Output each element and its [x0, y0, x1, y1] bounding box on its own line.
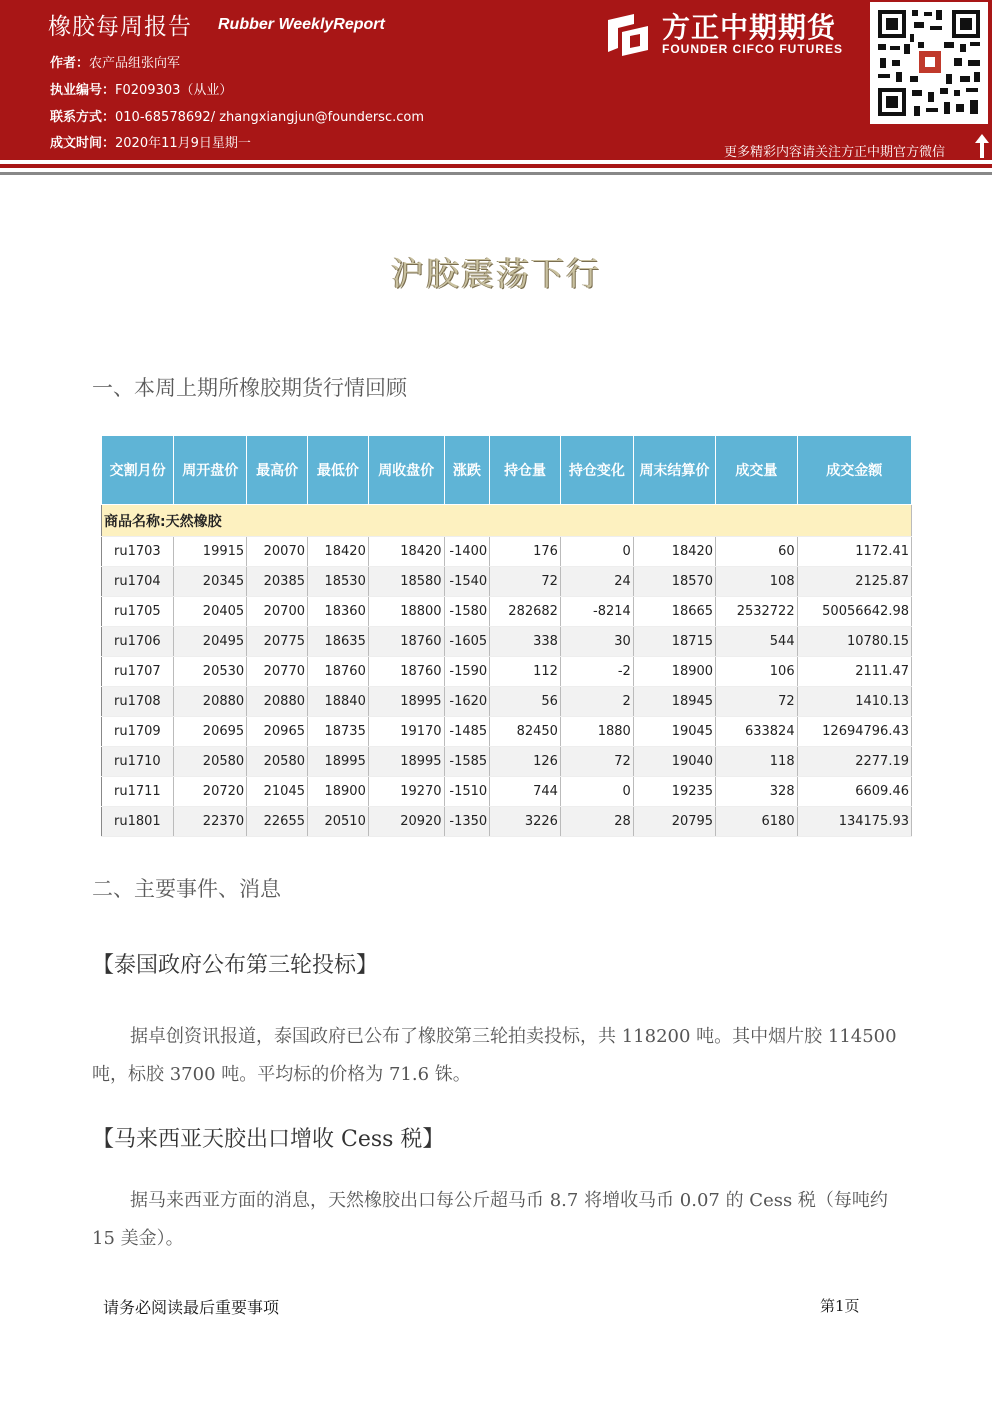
- table-cell: 82450: [490, 717, 561, 747]
- table-cell: 18360: [308, 597, 369, 627]
- table-row: [102, 777, 912, 807]
- table-cell: 282682: [490, 597, 561, 627]
- table-cell: 20795: [633, 807, 715, 837]
- table-cell: -1605: [444, 627, 490, 657]
- contract-cell: ru1711: [102, 777, 174, 807]
- table-cell: -1590: [444, 657, 490, 687]
- table-cell: 20530: [174, 657, 247, 687]
- table-cell: 20580: [174, 747, 247, 777]
- report-title: 沪胶震荡下行: [391, 254, 601, 293]
- table-cell: 2125.87: [797, 567, 911, 597]
- table-cell: -1400: [444, 537, 490, 567]
- contract-cell: ru1705: [102, 597, 174, 627]
- table-cell: 18715: [633, 627, 715, 657]
- contract-cell: ru1801: [102, 807, 174, 837]
- col-header: 周末结算价: [633, 436, 715, 505]
- table-cell: 19040: [633, 747, 715, 777]
- table-cell: -1620: [444, 687, 490, 717]
- contract-cell: ru1704: [102, 567, 174, 597]
- table-cell: 18420: [308, 537, 369, 567]
- col-header: 交割月份: [102, 436, 174, 505]
- contract-cell: ru1707: [102, 657, 174, 687]
- table-cell: 56: [490, 687, 561, 717]
- author-line: [50, 52, 180, 71]
- table-cell: -8214: [560, 597, 633, 627]
- table-cell: 108: [716, 567, 798, 597]
- table-cell: 20695: [174, 717, 247, 747]
- table-cell: 1410.13: [797, 687, 911, 717]
- contact-label: 联系方式：: [50, 110, 116, 125]
- report-series-title-en: Rubber WeeklyReport: [218, 16, 385, 33]
- table-cell: 30: [560, 627, 633, 657]
- table-cell: 633824: [716, 717, 798, 747]
- contract-cell: ru1706: [102, 627, 174, 657]
- table-header-row: [102, 436, 912, 505]
- table-cell: 338: [490, 627, 561, 657]
- table-cell: 20880: [174, 687, 247, 717]
- header-rule-secondary: [0, 172, 992, 175]
- table-row: [102, 567, 912, 597]
- table-cell: 72: [716, 687, 798, 717]
- table-cell: 22370: [174, 807, 247, 837]
- table-cell: 20880: [247, 687, 308, 717]
- table-cell: 10780.15: [797, 627, 911, 657]
- table-cell: 20700: [247, 597, 308, 627]
- table-cell: 106: [716, 657, 798, 687]
- table-cell: 18635: [308, 627, 369, 657]
- date-label: 成文时间：: [50, 136, 116, 151]
- col-header: 最低价: [308, 436, 369, 505]
- table-cell: 18945: [633, 687, 715, 717]
- table-cell: 134175.93: [797, 807, 911, 837]
- col-header: 持仓量: [490, 436, 561, 505]
- col-header: 周收盘价: [368, 436, 444, 505]
- table-cell: 18900: [633, 657, 715, 687]
- table-row: [102, 657, 912, 687]
- table-cell: 0: [560, 537, 633, 567]
- table-cell: -1510: [444, 777, 490, 807]
- contact-line: [50, 106, 424, 125]
- table-cell: 19045: [633, 717, 715, 747]
- table-cell: 18840: [308, 687, 369, 717]
- section-heading-market-review: 一、本周上期所橡胶期货行情回顾: [92, 376, 407, 400]
- table-cell: 18900: [308, 777, 369, 807]
- table-cell: 0: [560, 777, 633, 807]
- col-header: 成交量: [716, 436, 798, 505]
- header-rule: [0, 164, 992, 168]
- col-header: 周开盘价: [174, 436, 247, 505]
- table-cell: 6180: [716, 807, 798, 837]
- license-number: F0209303（从业）: [115, 83, 233, 98]
- col-header: 涨跌: [444, 436, 490, 505]
- license-label: 执业编号：: [50, 83, 116, 98]
- group-row: [102, 505, 912, 537]
- table-cell: 544: [716, 627, 798, 657]
- table-cell: 20965: [247, 717, 308, 747]
- table-cell: 19270: [368, 777, 444, 807]
- contact-info[interactable]: 010-68578692/ zhangxiangjun@foundersc.com: [115, 110, 424, 125]
- col-header: 最高价: [247, 436, 308, 505]
- logo-text-cn: 方正中期期货: [662, 11, 837, 44]
- table-cell: 18800: [368, 597, 444, 627]
- table-cell: 19170: [368, 717, 444, 747]
- table-cell: 12694796.43: [797, 717, 911, 747]
- contract-cell: ru1710: [102, 747, 174, 777]
- table-cell: 20920: [368, 807, 444, 837]
- news-body: 据卓创资讯报道，泰国政府已公布了橡胶第三轮拍卖投标，共 118200 吨。其中烟片胶 114500 吨，标胶 3700 吨。平均标的价格为 71.6 铢。: [92, 1026, 897, 1085]
- commodity-group-label: 商品名称:天然橡胶: [102, 505, 912, 537]
- table-cell: 2111.47: [797, 657, 911, 687]
- footer-disclaimer: 请务必阅读最后重要事项: [103, 1298, 280, 1317]
- license-line: [50, 79, 232, 98]
- table-cell: 744: [490, 777, 561, 807]
- table-cell: 118: [716, 747, 798, 777]
- arrow-up-icon: [975, 134, 989, 158]
- table-cell: -1350: [444, 807, 490, 837]
- logo-text-en: FOUNDER CIFCO FUTURES: [662, 42, 843, 56]
- table-cell: 18570: [633, 567, 715, 597]
- contract-cell: ru1708: [102, 687, 174, 717]
- table-cell: 20070: [247, 537, 308, 567]
- table-cell: 2532722: [716, 597, 798, 627]
- report-header: [0, 0, 992, 160]
- table-row: [102, 717, 912, 747]
- report-series-title: 橡胶每周报告: [48, 14, 192, 40]
- table-cell: 20770: [247, 657, 308, 687]
- table-row: [102, 627, 912, 657]
- news-title: 【马来西亚天胶出口增收 Cess 税】: [92, 1127, 445, 1152]
- contract-cell: ru1709: [102, 717, 174, 747]
- table-cell: 20720: [174, 777, 247, 807]
- table-cell: 112: [490, 657, 561, 687]
- table-cell: 20775: [247, 627, 308, 657]
- qr-code-icon[interactable]: [870, 2, 988, 124]
- table-cell: 20405: [174, 597, 247, 627]
- table-cell: -1485: [444, 717, 490, 747]
- table-cell: 6609.46: [797, 777, 911, 807]
- table-cell: 1172.41: [797, 537, 911, 567]
- table-cell: 20580: [247, 747, 308, 777]
- table-cell: 22655: [247, 807, 308, 837]
- table-cell: 126: [490, 747, 561, 777]
- news-title: 【泰国政府公布第三轮投标】: [92, 953, 379, 978]
- table-row: [102, 687, 912, 717]
- table-cell: 1880: [560, 717, 633, 747]
- table-row: [102, 597, 912, 627]
- table-row: [102, 747, 912, 777]
- table-cell: 24: [560, 567, 633, 597]
- table-cell: 18760: [368, 657, 444, 687]
- table-cell: 18665: [633, 597, 715, 627]
- futures-quote-table: [101, 435, 912, 837]
- col-header: 成交金额: [797, 436, 911, 505]
- table-cell: -2: [560, 657, 633, 687]
- table-row: [102, 537, 912, 567]
- table-cell: 72: [560, 747, 633, 777]
- table-cell: 18420: [368, 537, 444, 567]
- table-cell: 20495: [174, 627, 247, 657]
- report-date: 2020年11月9日星期一: [115, 136, 251, 151]
- table-cell: 28: [560, 807, 633, 837]
- table-cell: -1585: [444, 747, 490, 777]
- table-cell: -1540: [444, 567, 490, 597]
- table-cell: 72: [490, 567, 561, 597]
- table-cell: 18530: [308, 567, 369, 597]
- table-cell: 18420: [633, 537, 715, 567]
- table-cell: 328: [716, 777, 798, 807]
- table-cell: 60: [716, 537, 798, 567]
- page-number: 第1页: [820, 1297, 860, 1315]
- author-label: 作者：: [50, 56, 90, 71]
- table-cell: 21045: [247, 777, 308, 807]
- table-cell: 18995: [308, 747, 369, 777]
- table-cell: 50056642.98: [797, 597, 911, 627]
- section-heading-news: 二、主要事件、消息: [92, 877, 281, 901]
- table-cell: 20510: [308, 807, 369, 837]
- table-cell: 18760: [368, 627, 444, 657]
- founder-logo-icon: [604, 10, 652, 58]
- col-header: 持仓变化: [560, 436, 633, 505]
- table-cell: 176: [490, 537, 561, 567]
- table-cell: 18580: [368, 567, 444, 597]
- table-cell: 2277.19: [797, 747, 911, 777]
- table-cell: 18995: [368, 747, 444, 777]
- table-cell: 20345: [174, 567, 247, 597]
- contract-cell: ru1703: [102, 537, 174, 567]
- table-row: [102, 807, 912, 837]
- table-cell: 2: [560, 687, 633, 717]
- wechat-follow-note: 更多精彩内容请关注方正中期官方微信: [724, 145, 946, 160]
- company-logo: [604, 6, 864, 66]
- table-cell: 3226: [490, 807, 561, 837]
- table-cell: -1580: [444, 597, 490, 627]
- news-body: 据马来西亚方面的消息，天然橡胶出口每公斤超马币 8.7 将增收马币 0.07 的 Cess 税（每吨约 15 美金）。: [92, 1190, 888, 1249]
- table-cell: 19915: [174, 537, 247, 567]
- table-cell: 20385: [247, 567, 308, 597]
- date-line: [50, 132, 251, 151]
- table-cell: 18760: [308, 657, 369, 687]
- table-cell: 19235: [633, 777, 715, 807]
- table-cell: 18735: [308, 717, 369, 747]
- author-name: 农产品组张向军: [89, 56, 181, 71]
- table-cell: 18995: [368, 687, 444, 717]
